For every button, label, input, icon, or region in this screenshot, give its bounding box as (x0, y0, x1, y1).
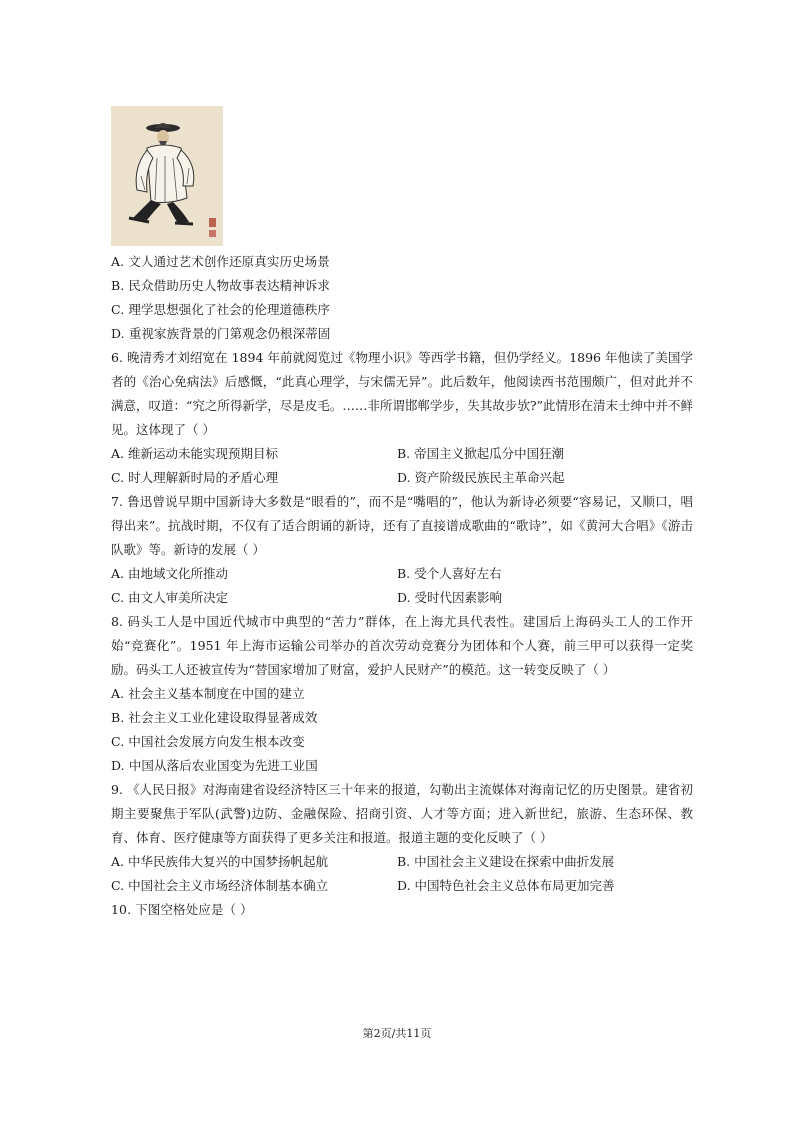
q9-option-c: C. 中国社会主义市场经济体制基本确立 (111, 878, 329, 893)
q7-option-b: B. 受个人喜好左右 (397, 566, 502, 581)
q5-option-c: C. 理学思想强化了社会的伦理道德秩序 (111, 302, 330, 317)
q9-stem: 9. 《人民日报》对海南建省设经济特区三十年来的报道，勾勒出主流媒体对海南记忆的历史图景。建省初期主要聚焦于军队(武警)边防、金融保险、招商引资、人才等方面；进入新世纪，旅游、生态环保、教育、体育、医疗健康等方面获得了更多关注和报道。报道主题的变化反映了（ ） (111, 782, 693, 845)
q7-option-c: C. 由文人审美所决定 (111, 590, 229, 605)
q5-option-d: D. 重视家族背景的门第观念仍根深蒂固 (111, 326, 331, 341)
q7-options-row-2 (111, 586, 693, 610)
q8-option-c: C. 中国社会发展方向发生根本改变 (111, 734, 305, 749)
q6-stem: 6. 晚清秀才刘绍宽在 1894 年前就阅览过《物理小识》等西学书籍，但仍学经义。1896 年他读了美国学者的《治心免病法》后感慨，“此真心理学，与宋儒无异”。此后数年，他阅读西书范围颇广，但对此并不满意，叹道：“究之所得新学，尽是皮毛。……非所谓邯郸学步，失其故步欤?”此情形在清末士绅中并不鲜见。这体现了（ ） (111, 350, 693, 437)
q6-option-b: B. 帝国主义掀起瓜分中国狂潮 (397, 446, 565, 461)
q5-option-b: B. 民众借助历史人物故事表达精神诉求 (111, 278, 331, 293)
q6-options-row-2 (111, 466, 693, 490)
ink-painting-figure (111, 106, 223, 246)
q6-option-a: A. 维新运动未能实现预期目标 (111, 446, 278, 461)
q7-option-d: D. 受时代因素影响 (397, 590, 503, 605)
question-content (111, 250, 693, 922)
q9-option-a: A. 中华民族伟大复兴的中国梦扬帆起航 (111, 854, 328, 869)
q9-option-d: D. 中国特色社会主义总体布局更加完善 (397, 878, 615, 893)
q7-stem: 7. 鲁迅曾说早期中国新诗大多数是“眼看的”，而不是“嘴唱的”，他认为新诗必须要“容易记，又顺口，唱得出来”。抗战时期，不仅有了适合朗诵的新诗，还有了直接谱成歌曲的“歌诗”，如《黄河大合唱》《游击队歌》等。新诗的发展（ ） (111, 494, 693, 557)
q10-stem: 10. 下图空格处应是（ ） (111, 902, 253, 917)
q8-stem: 8. 码头工人是中国近代城市中典型的“苦力”群体，在上海尤具代表性。建国后上海码头工人的工作开始“竞赛化”。1951 年上海市运输公司举办的首次劳动竞赛分为团体和个人赛，前三甲可以获得一定奖励。码头工人还被宣传为“替国家增加了财富，爱护人民财产”的模范。这一转变反映了（ ） (111, 614, 693, 677)
q8-option-d: D. 中国从落后农业国变为先进工业国 (111, 758, 318, 773)
q8-option-b: B. 社会主义工业化建设取得显著成效 (111, 710, 318, 725)
q7-option-a: A. 由地域文化所推动 (111, 566, 228, 581)
q6-options-row-1 (111, 442, 693, 466)
q9-options-row-1 (111, 850, 693, 874)
scholar-painting-icon (111, 106, 223, 246)
page-footer: 第2页/共11页 (362, 1027, 432, 1040)
q9-option-b: B. 中国社会主义建设在探索中曲折发展 (397, 854, 615, 869)
q6-option-d: D. 资产阶级民族民主革命兴起 (397, 470, 565, 485)
q5-option-a: A. 文人通过艺术创作还原真实历史场景 (111, 254, 330, 269)
q9-options-row-2 (111, 874, 693, 898)
q7-options-row-1 (111, 562, 693, 586)
q6-option-c: C. 时人理解新时局的矛盾心理 (111, 470, 279, 485)
q8-option-a: A. 社会主义基本制度在中国的建立 (111, 686, 305, 701)
